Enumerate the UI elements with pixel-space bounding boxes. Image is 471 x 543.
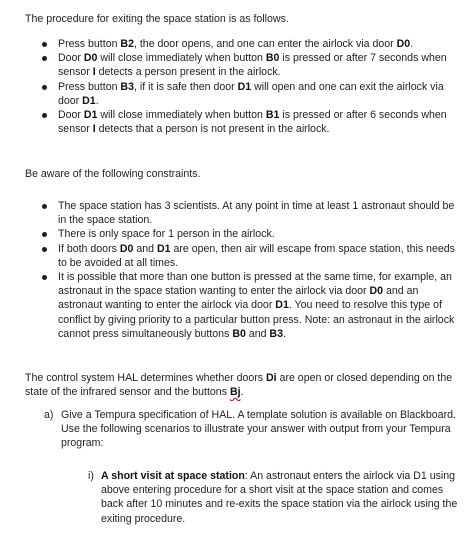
list-item-bold-term: B0 [265, 52, 280, 65]
list-item: Press button B3, if it is safe then door D1 will open and one can exit the airlock via door D1. [42, 80, 462, 108]
list-item-bold-term: D0 [396, 38, 411, 50]
list-item: The space station has 3 scientists. At any point in time at least 1 astronaut should be in the space station. [42, 199, 462, 227]
constraints-list [42, 199, 462, 341]
exit-steps-list [42, 37, 462, 136]
list-item-bold-term: I [92, 66, 96, 79]
bullet-dot-icon [42, 42, 47, 47]
list-item-bold-term: D1 [237, 80, 252, 93]
bullet-dot-icon [42, 113, 47, 118]
list-item-bold-term: B3 [269, 327, 283, 340]
bullet-dot-icon [42, 204, 47, 209]
list-item: Press button B2, the door opens, and one can enter the airlock via door D0. [42, 37, 462, 51]
intro-text: The procedure for exiting the space station is as follows. [25, 13, 289, 25]
bullet-dot-icon [42, 232, 47, 237]
constraints-heading: Be aware of the following constraints. [25, 168, 201, 180]
list-item: It is possible that more than one button is pressed at the same time, for example, an astronaut in the space station wanting to enter the airlock via door D0 and an astronaut wanting to enter the airlock via door D1. You need to resolve this type of conflict by giving priority to a particular button press. Note: an astronaut in the airlock cannot press simultaneously buttons B0 and B3. [42, 270, 462, 341]
bullet-dot-icon [42, 56, 47, 61]
scenario-i [88, 469, 466, 526]
hal-paragraph-bold-term: Bj [229, 386, 241, 399]
list-item: Door D1 will close immediately when button B1 is pressed or after 6 seconds when sensor I detects that a person is not present in the airlock. [42, 108, 462, 136]
list-item-bold-term: D1 [82, 94, 96, 107]
hal-paragraph: The control system HAL determines whether doors Di are open or closed depending on the state of the infrared sensor and the buttons Bj. [25, 372, 453, 399]
bullet-dot-icon [42, 247, 47, 252]
list-item-bold-term: B3 [120, 80, 134, 93]
list-item: Door D0 will close immediately when button B0 is pressed or after 7 seconds when sensor I detects a person present in the airlock. [42, 51, 462, 79]
list-item: If both doors D0 and D1 are open, then air will escape from space station, this needs to be avoided at all times. [42, 242, 462, 270]
list-item-bold-term: B2 [120, 38, 134, 50]
list-item-bold-term: I [92, 123, 96, 136]
list-item-bold-term: D0 [119, 242, 134, 255]
scenario-i-text-bold-term: A short visit at space station [101, 470, 245, 482]
list-item-bold-term: D0 [369, 285, 384, 298]
scenario-i-label: i) [88, 470, 94, 482]
question-part-a [44, 408, 464, 451]
list-item-bold-term: D0 [83, 52, 98, 65]
bullet-dot-icon [42, 85, 47, 90]
list-item-bold-term: D1 [275, 299, 289, 312]
part-a-text: Give a Tempura specification of HAL. A template solution is available on Blackboard. Use the following scenarios to illustrate your answer with output from your Tempura program: [61, 409, 456, 450]
list-item-bold-term: D1 [83, 109, 98, 122]
part-a-label: a) [44, 409, 54, 421]
list-item: There is only space for 1 person in the airlock. [42, 227, 462, 241]
bullet-dot-icon [42, 275, 47, 280]
hal-paragraph-bold-term: Di [266, 372, 277, 384]
list-item-bold-term: D1 [156, 242, 171, 255]
scenario-i-text: A short visit at space station: An astronaut enters the airlock via D1 using above entering procedure for a short visit at the space station and comes back after 10 minutes and re-exits the space station via the airlock using the exiting procedure. [101, 470, 458, 525]
list-item-bold-term: B1 [265, 109, 280, 122]
list-item-bold-term: B0 [232, 327, 246, 340]
